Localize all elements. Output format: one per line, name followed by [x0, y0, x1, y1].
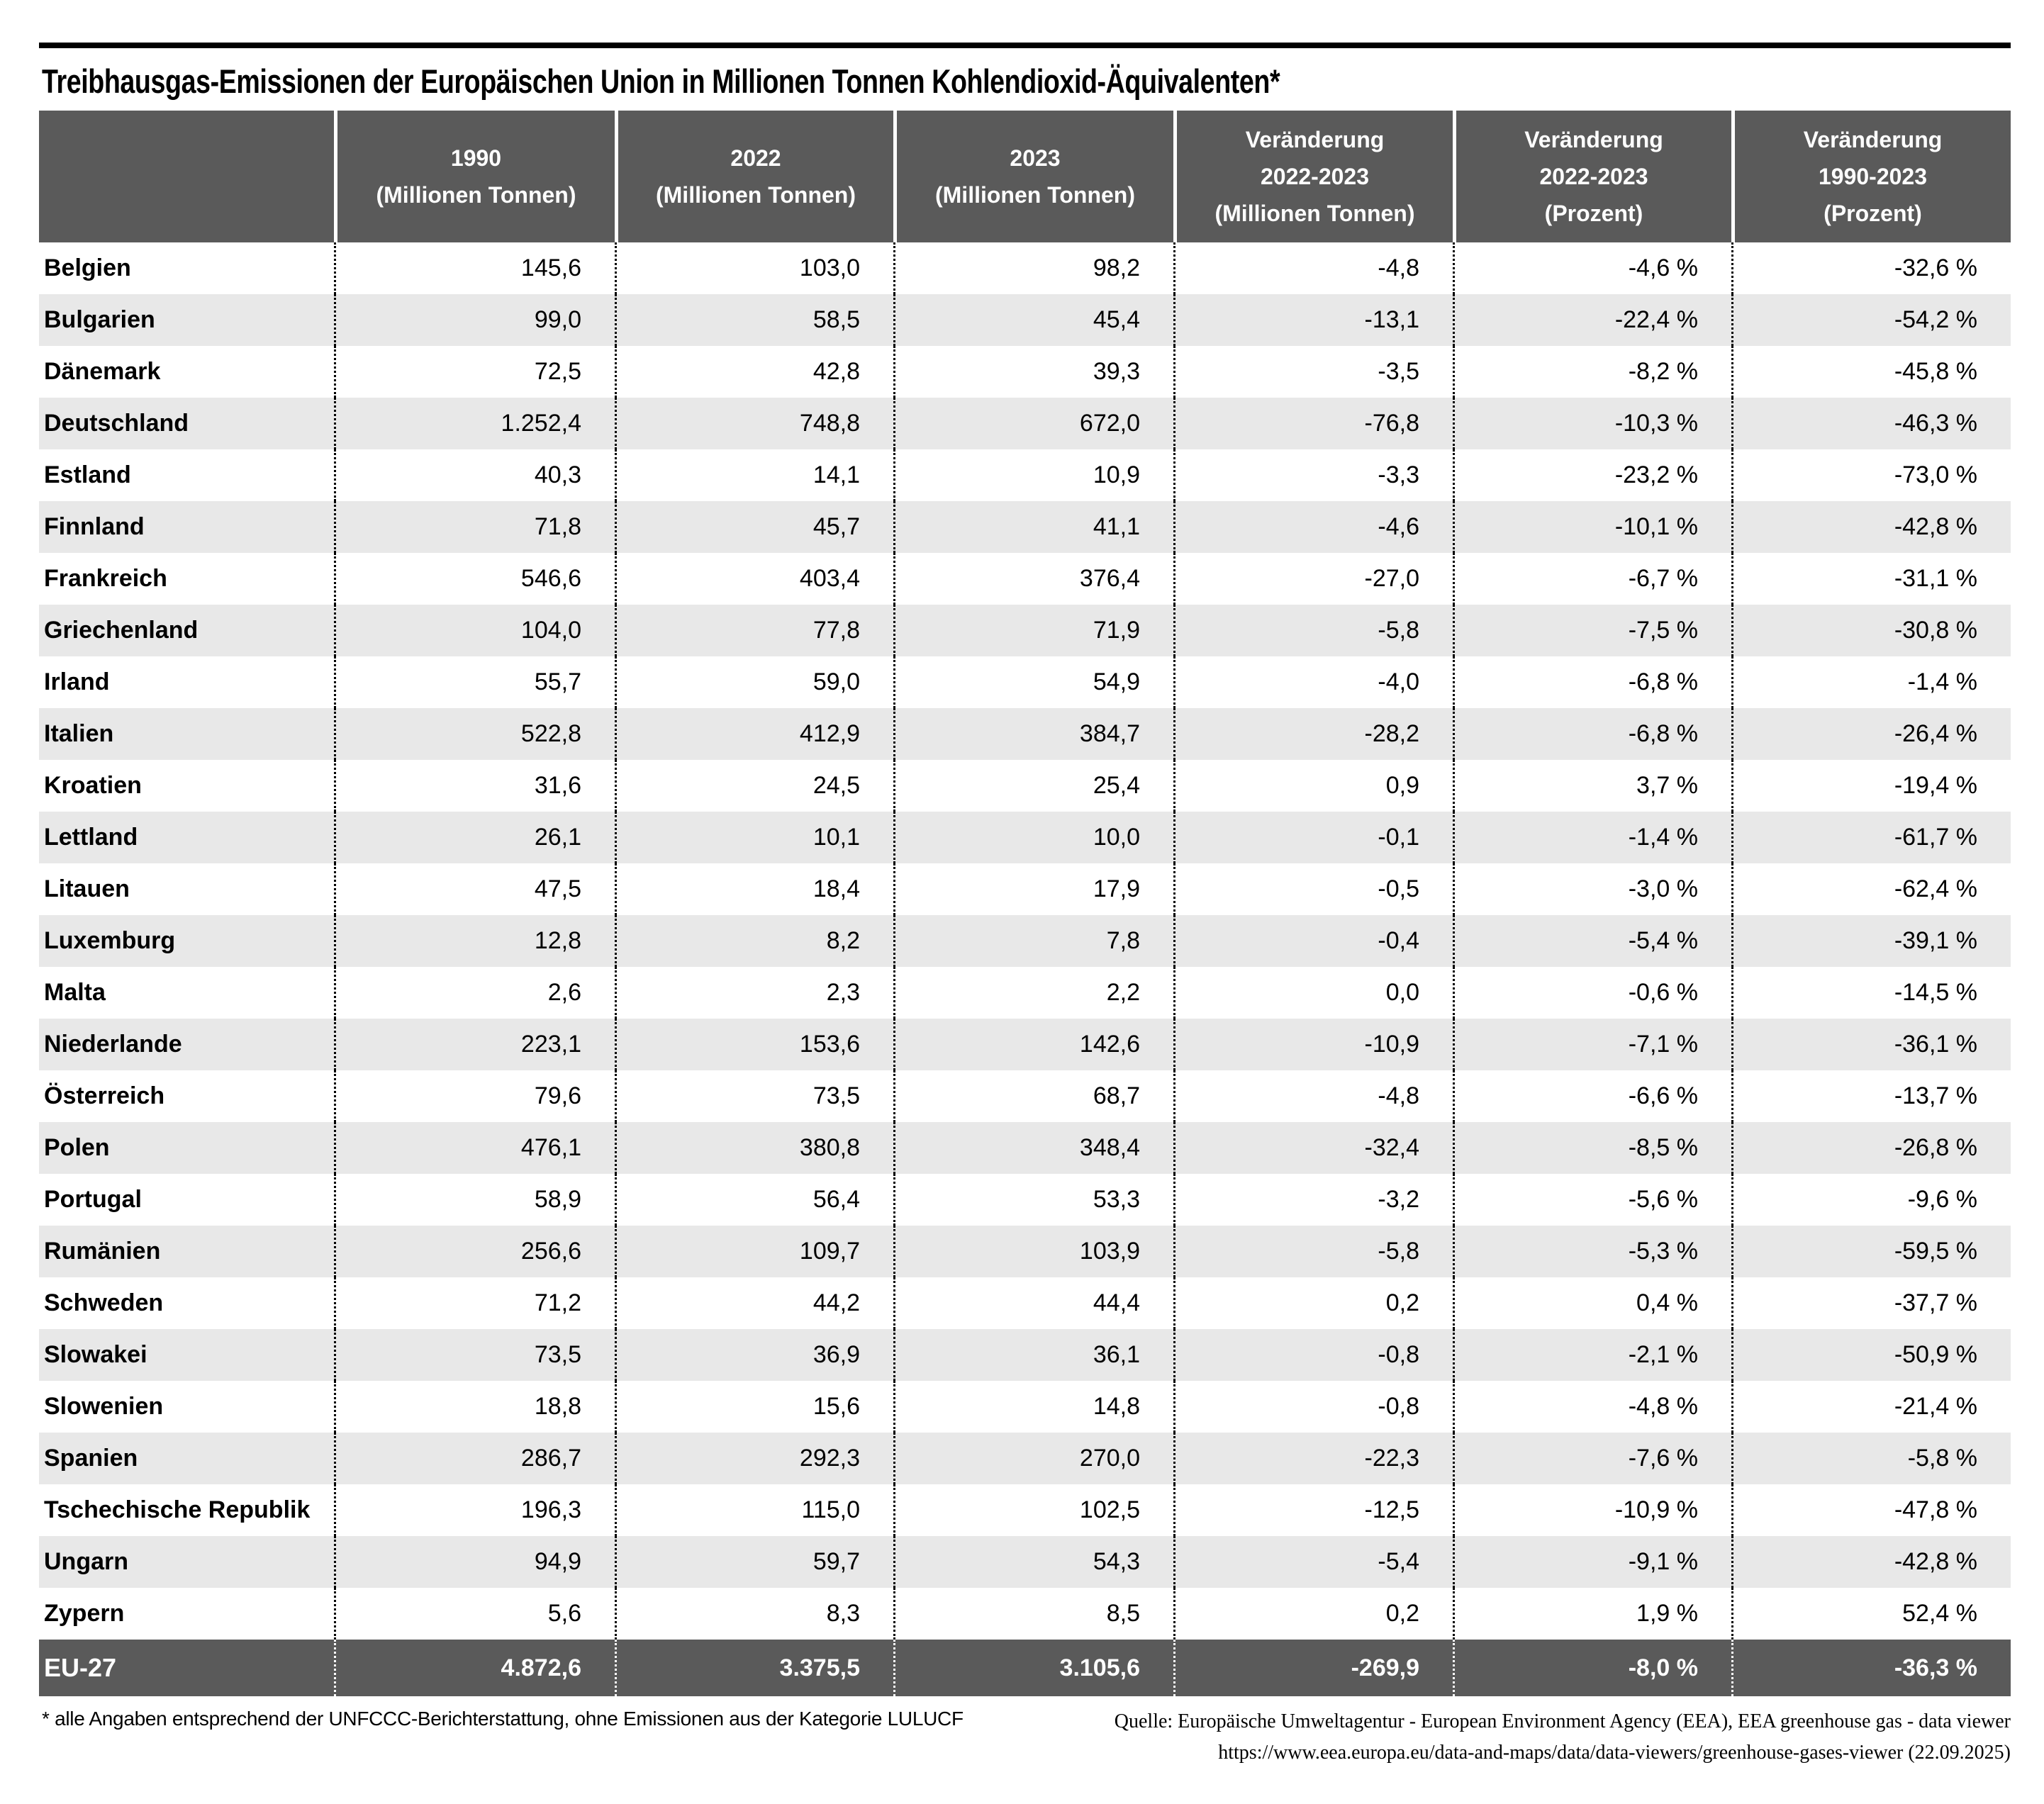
- value-cell-y1990: 145,6: [334, 242, 615, 294]
- value-cell-chg_pct: -5,6 %: [1453, 1174, 1731, 1226]
- value-cell-y1990: 58,9: [334, 1174, 615, 1226]
- value-cell-y2022: 14,1: [615, 449, 893, 501]
- value-cell-chg_1990_pct: -1,4 %: [1731, 656, 2011, 708]
- emissions-table: [39, 111, 2011, 1696]
- value-cell-y2023: 348,4: [893, 1122, 1173, 1174]
- value-cell-chg_pct: -7,6 %: [1453, 1433, 1731, 1484]
- value-cell-chg_1990_pct: -61,7 %: [1731, 812, 2011, 863]
- value-cell-y1990: 286,7: [334, 1433, 615, 1484]
- value-cell-chg_mt: -12,5: [1173, 1484, 1453, 1536]
- value-cell-y2022: 45,7: [615, 501, 893, 553]
- value-cell-chg_mt: -4,6: [1173, 501, 1453, 553]
- table-row: [39, 398, 2011, 449]
- country-cell: Malta: [44, 979, 106, 1006]
- value-cell-chg_mt: 0,0: [1173, 967, 1453, 1019]
- value-cell-y2023: 54,3: [893, 1536, 1173, 1588]
- table-row: [39, 1019, 2011, 1070]
- value-cell-y2023: 103,9: [893, 1226, 1173, 1277]
- table-row: [39, 1433, 2011, 1484]
- footer-value-cell-chg_pct: -8,0 %: [1453, 1640, 1731, 1696]
- value-cell-y1990: 73,5: [334, 1329, 615, 1381]
- value-cell-y2023: 14,8: [893, 1381, 1173, 1433]
- value-cell-chg_pct: -5,3 %: [1453, 1226, 1731, 1277]
- value-cell-chg_1990_pct: 52,4 %: [1731, 1588, 2011, 1640]
- value-cell-chg_pct: 3,7 %: [1453, 760, 1731, 812]
- value-cell-y2023: 10,0: [893, 812, 1173, 863]
- value-cell-y2022: 2,3: [615, 967, 893, 1019]
- value-cell-chg_pct: -1,4 %: [1453, 812, 1731, 863]
- country-cell: Niederlande: [44, 1031, 182, 1058]
- value-cell-chg_1990_pct: -36,1 %: [1731, 1019, 2011, 1070]
- value-cell-chg_1990_pct: -37,7 %: [1731, 1277, 2011, 1329]
- value-cell-y2022: 292,3: [615, 1433, 893, 1484]
- value-cell-y1990: 18,8: [334, 1381, 615, 1433]
- value-cell-y2022: 748,8: [615, 398, 893, 449]
- value-cell-y1990: 40,3: [334, 449, 615, 501]
- header-cell-line: 1990: [450, 145, 502, 171]
- value-cell-chg_mt: -0,8: [1173, 1381, 1453, 1433]
- value-cell-chg_1990_pct: -26,8 %: [1731, 1122, 2011, 1174]
- value-cell-chg_mt: -0,8: [1173, 1329, 1453, 1381]
- header-cell-line: (Millionen Tonnen): [934, 182, 1135, 208]
- value-cell-y2023: 68,7: [893, 1070, 1173, 1122]
- table-row: [39, 1174, 2011, 1226]
- value-cell-chg_1990_pct: -45,8 %: [1731, 346, 2011, 398]
- footnote: * alle Angaben entsprechend der UNFCCC-Berichterstattung, ohne Emissionen aus der Kategorie LULUCF: [42, 1708, 964, 1730]
- value-cell-chg_mt: -3,5: [1173, 346, 1453, 398]
- country-cell: Estland: [44, 461, 131, 488]
- value-cell-y1990: 55,7: [334, 656, 615, 708]
- table-row: [39, 812, 2011, 863]
- value-cell-chg_1990_pct: -42,8 %: [1731, 1536, 2011, 1588]
- header-cell: [615, 111, 893, 242]
- value-cell-y2022: 8,2: [615, 915, 893, 967]
- header-cell-line: Veränderung: [1245, 127, 1385, 152]
- table-row: [39, 553, 2011, 605]
- table-row: [39, 294, 2011, 346]
- value-cell-y2022: 115,0: [615, 1484, 893, 1536]
- footer-value-cell-y2022: 3.375,5: [615, 1640, 893, 1696]
- value-cell-y2022: 44,2: [615, 1277, 893, 1329]
- country-cell: Griechenland: [44, 617, 199, 644]
- header-cell: [893, 111, 1173, 242]
- value-cell-chg_1990_pct: -32,6 %: [1731, 242, 2011, 294]
- bottom-notes: [39, 1706, 2011, 1769]
- value-cell-chg_1990_pct: -39,1 %: [1731, 915, 2011, 967]
- value-cell-y1990: 79,6: [334, 1070, 615, 1122]
- value-cell-chg_1990_pct: -54,2 %: [1731, 294, 2011, 346]
- header-cell-line: 2022-2023: [1539, 164, 1648, 189]
- value-cell-y1990: 522,8: [334, 708, 615, 760]
- table-row: [39, 1536, 2011, 1588]
- value-cell-chg_pct: -10,3 %: [1453, 398, 1731, 449]
- header-cell: [1731, 111, 2011, 242]
- table-row: [39, 1381, 2011, 1433]
- value-cell-chg_pct: -10,9 %: [1453, 1484, 1731, 1536]
- value-cell-y2022: 58,5: [615, 294, 893, 346]
- value-cell-y1990: 196,3: [334, 1484, 615, 1536]
- value-cell-y2023: 25,4: [893, 760, 1173, 812]
- value-cell-y2023: 10,9: [893, 449, 1173, 501]
- table-row: [39, 1588, 2011, 1640]
- country-cell: Schweden: [44, 1289, 164, 1316]
- value-cell-y1990: 72,5: [334, 346, 615, 398]
- value-cell-y2023: 2,2: [893, 967, 1173, 1019]
- value-cell-chg_mt: -0,5: [1173, 863, 1453, 915]
- table-body: [39, 242, 2011, 1640]
- table-row: [39, 863, 2011, 915]
- country-cell: Irland: [44, 668, 110, 695]
- value-cell-y2022: 15,6: [615, 1381, 893, 1433]
- table-row: [39, 967, 2011, 1019]
- header-cell-line: 2022-2023: [1260, 164, 1370, 189]
- header-cell-line: 1990-2023: [1818, 164, 1928, 189]
- country-cell: Belgien: [44, 254, 131, 281]
- value-cell-y1990: 5,6: [334, 1588, 615, 1640]
- table-row: [39, 1329, 2011, 1381]
- value-cell-chg_mt: -5,8: [1173, 605, 1453, 656]
- value-cell-chg_mt: -32,4: [1173, 1122, 1453, 1174]
- country-cell: Portugal: [44, 1186, 142, 1213]
- value-cell-chg_pct: -7,1 %: [1453, 1019, 1731, 1070]
- table-row: [39, 605, 2011, 656]
- value-cell-chg_pct: -0,6 %: [1453, 967, 1731, 1019]
- value-cell-chg_pct: -23,2 %: [1453, 449, 1731, 501]
- value-cell-chg_pct: 1,9 %: [1453, 1588, 1731, 1640]
- value-cell-chg_1990_pct: -14,5 %: [1731, 967, 2011, 1019]
- value-cell-y1990: 71,8: [334, 501, 615, 553]
- table-row: [39, 915, 2011, 967]
- value-cell-y1990: 94,9: [334, 1536, 615, 1588]
- value-cell-y1990: 47,5: [334, 863, 615, 915]
- header-cell-line: (Prozent): [1824, 201, 1922, 226]
- value-cell-y1990: 71,2: [334, 1277, 615, 1329]
- value-cell-y1990: 476,1: [334, 1122, 615, 1174]
- value-cell-y2023: 44,4: [893, 1277, 1173, 1329]
- value-cell-y2022: 109,7: [615, 1226, 893, 1277]
- value-cell-chg_mt: -10,9: [1173, 1019, 1453, 1070]
- value-cell-chg_1990_pct: -9,6 %: [1731, 1174, 2011, 1226]
- value-cell-chg_pct: -6,6 %: [1453, 1070, 1731, 1122]
- value-cell-y1990: 1.252,4: [334, 398, 615, 449]
- value-cell-chg_mt: -4,8: [1173, 1070, 1453, 1122]
- country-cell: Slowenien: [44, 1393, 164, 1420]
- table-row: [39, 1277, 2011, 1329]
- value-cell-y1990: 99,0: [334, 294, 615, 346]
- header-cell-line: (Millionen Tonnen): [655, 182, 856, 208]
- source-line-1: Quelle: Europäische Umweltagentur - European Environment Agency (EEA), EEA greenhouse gas - data viewer: [1114, 1710, 2011, 1732]
- table-row: [39, 1226, 2011, 1277]
- header-cell: [1173, 111, 1453, 242]
- value-cell-y2023: 384,7: [893, 708, 1173, 760]
- top-rule: [39, 43, 2011, 48]
- value-cell-y2022: 36,9: [615, 1329, 893, 1381]
- value-cell-y2022: 56,4: [615, 1174, 893, 1226]
- value-cell-y2022: 10,1: [615, 812, 893, 863]
- value-cell-chg_mt: -22,3: [1173, 1433, 1453, 1484]
- table-row: [39, 1122, 2011, 1174]
- country-cell: Ungarn: [44, 1548, 128, 1575]
- value-cell-chg_mt: -5,8: [1173, 1226, 1453, 1277]
- country-cell: Dänemark: [44, 358, 161, 385]
- value-cell-y2022: 8,3: [615, 1588, 893, 1640]
- table-row: [39, 449, 2011, 501]
- value-cell-y2022: 24,5: [615, 760, 893, 812]
- header-cell-line: Veränderung: [1524, 127, 1663, 152]
- value-cell-y2022: 403,4: [615, 553, 893, 605]
- value-cell-chg_pct: -10,1 %: [1453, 501, 1731, 553]
- country-cell: Litauen: [44, 875, 130, 902]
- value-cell-y2022: 42,8: [615, 346, 893, 398]
- header-cell: [1453, 111, 1731, 242]
- country-cell: Spanien: [44, 1445, 138, 1472]
- value-cell-chg_mt: -13,1: [1173, 294, 1453, 346]
- page-title-text: Treibhausgas-Emissionen der Europäischen Union in Millionen Tonnen Kohlendioxid-Äquivalenten*: [42, 62, 1280, 100]
- value-cell-y2022: 59,0: [615, 656, 893, 708]
- table-row: [39, 346, 2011, 398]
- value-cell-chg_1990_pct: -21,4 %: [1731, 1381, 2011, 1433]
- header-cell-line: (Millionen Tonnen): [376, 182, 576, 208]
- value-cell-chg_mt: -27,0: [1173, 553, 1453, 605]
- country-cell: Kroatien: [44, 772, 142, 799]
- footer-value-cell-y1990: 4.872,6: [334, 1640, 615, 1696]
- value-cell-chg_mt: -3,3: [1173, 449, 1453, 501]
- value-cell-y2022: 73,5: [615, 1070, 893, 1122]
- value-cell-y1990: 2,6: [334, 967, 615, 1019]
- value-cell-chg_mt: -5,4: [1173, 1536, 1453, 1588]
- value-cell-y2023: 672,0: [893, 398, 1173, 449]
- table-row: [39, 1484, 2011, 1536]
- value-cell-chg_mt: 0,2: [1173, 1277, 1453, 1329]
- value-cell-y2023: 53,3: [893, 1174, 1173, 1226]
- value-cell-chg_1990_pct: -5,8 %: [1731, 1433, 2011, 1484]
- value-cell-y2022: 380,8: [615, 1122, 893, 1174]
- value-cell-y2023: 98,2: [893, 242, 1173, 294]
- value-cell-chg_1990_pct: -59,5 %: [1731, 1226, 2011, 1277]
- value-cell-chg_pct: -2,1 %: [1453, 1329, 1731, 1381]
- value-cell-y2023: 54,9: [893, 656, 1173, 708]
- footer-value-cell-y2023: 3.105,6: [893, 1640, 1173, 1696]
- value-cell-y2023: 142,6: [893, 1019, 1173, 1070]
- source-line-2: https://www.eea.europa.eu/data-and-maps/data/data-viewers/greenhouse-gases-viewer (22.09.2025): [1218, 1742, 2011, 1764]
- country-cell: Italien: [44, 720, 114, 747]
- table-row: [39, 501, 2011, 553]
- source: [1115, 1706, 2011, 1769]
- value-cell-chg_1990_pct: -13,7 %: [1731, 1070, 2011, 1122]
- header-cell-line: 2022: [730, 145, 781, 171]
- header-cell-country: [39, 111, 334, 242]
- infographic-page: [39, 43, 2011, 1769]
- value-cell-chg_1990_pct: -73,0 %: [1731, 449, 2011, 501]
- value-cell-chg_pct: -6,7 %: [1453, 553, 1731, 605]
- table-footer-row: [39, 1640, 2011, 1696]
- value-cell-y2022: 77,8: [615, 605, 893, 656]
- value-cell-y2023: 7,8: [893, 915, 1173, 967]
- value-cell-chg_mt: -4,8: [1173, 242, 1453, 294]
- footer-label-cell: EU-27: [44, 1653, 117, 1682]
- value-cell-y1990: 546,6: [334, 553, 615, 605]
- value-cell-y1990: 31,6: [334, 760, 615, 812]
- value-cell-chg_pct: -22,4 %: [1453, 294, 1731, 346]
- country-cell: Tschechische Republik: [44, 1496, 311, 1523]
- table-row: [39, 760, 2011, 812]
- value-cell-y2022: 59,7: [615, 1536, 893, 1588]
- value-cell-y2023: 71,9: [893, 605, 1173, 656]
- value-cell-chg_1990_pct: -46,3 %: [1731, 398, 2011, 449]
- table-header-row: [39, 111, 2011, 242]
- country-cell: Zypern: [44, 1600, 125, 1627]
- value-cell-chg_1990_pct: -47,8 %: [1731, 1484, 2011, 1536]
- value-cell-y1990: 104,0: [334, 605, 615, 656]
- value-cell-chg_1990_pct: -26,4 %: [1731, 708, 2011, 760]
- value-cell-chg_pct: -9,1 %: [1453, 1536, 1731, 1588]
- value-cell-chg_1990_pct: -42,8 %: [1731, 501, 2011, 553]
- value-cell-chg_mt: -3,2: [1173, 1174, 1453, 1226]
- header-cell-line: 2023: [1010, 145, 1061, 171]
- value-cell-chg_mt: -0,1: [1173, 812, 1453, 863]
- country-cell: Österreich: [44, 1082, 165, 1109]
- value-cell-chg_1990_pct: -50,9 %: [1731, 1329, 2011, 1381]
- value-cell-chg_1990_pct: -19,4 %: [1731, 760, 2011, 812]
- value-cell-chg_pct: -4,8 %: [1453, 1381, 1731, 1433]
- country-cell: Lettland: [44, 824, 138, 851]
- country-cell: Luxemburg: [44, 927, 176, 954]
- value-cell-chg_pct: -5,4 %: [1453, 915, 1731, 967]
- value-cell-y2023: 45,4: [893, 294, 1173, 346]
- page-title: [42, 60, 2011, 103]
- value-cell-chg_mt: 0,2: [1173, 1588, 1453, 1640]
- header-cell-line: (Millionen Tonnen): [1214, 201, 1415, 226]
- value-cell-y2022: 103,0: [615, 242, 893, 294]
- value-cell-y2023: 41,1: [893, 501, 1173, 553]
- header-cell-line: (Prozent): [1544, 201, 1643, 226]
- value-cell-chg_mt: -76,8: [1173, 398, 1453, 449]
- value-cell-chg_pct: -6,8 %: [1453, 656, 1731, 708]
- value-cell-y2022: 18,4: [615, 863, 893, 915]
- value-cell-y2023: 102,5: [893, 1484, 1173, 1536]
- value-cell-y2023: 36,1: [893, 1329, 1173, 1381]
- value-cell-y1990: 223,1: [334, 1019, 615, 1070]
- value-cell-y2023: 39,3: [893, 346, 1173, 398]
- value-cell-y2023: 8,5: [893, 1588, 1173, 1640]
- value-cell-chg_pct: -4,6 %: [1453, 242, 1731, 294]
- country-cell: Slowakei: [44, 1341, 147, 1368]
- table-row: [39, 242, 2011, 294]
- country-cell: Bulgarien: [44, 306, 155, 333]
- value-cell-y2023: 376,4: [893, 553, 1173, 605]
- value-cell-chg_mt: 0,9: [1173, 760, 1453, 812]
- value-cell-y2022: 153,6: [615, 1019, 893, 1070]
- country-cell: Polen: [44, 1134, 110, 1161]
- table-row: [39, 1070, 2011, 1122]
- country-cell: Finnland: [44, 513, 145, 540]
- value-cell-chg_pct: -8,5 %: [1453, 1122, 1731, 1174]
- value-cell-y1990: 256,6: [334, 1226, 615, 1277]
- value-cell-chg_mt: -28,2: [1173, 708, 1453, 760]
- value-cell-chg_pct: -8,2 %: [1453, 346, 1731, 398]
- value-cell-chg_mt: -4,0: [1173, 656, 1453, 708]
- value-cell-y2023: 270,0: [893, 1433, 1173, 1484]
- header-cell-line: Veränderung: [1803, 127, 1943, 152]
- value-cell-y1990: 26,1: [334, 812, 615, 863]
- value-cell-chg_pct: -6,8 %: [1453, 708, 1731, 760]
- header-cell: [334, 111, 615, 242]
- country-cell: Frankreich: [44, 565, 167, 592]
- value-cell-chg_pct: -7,5 %: [1453, 605, 1731, 656]
- value-cell-y2023: 17,9: [893, 863, 1173, 915]
- table-row: [39, 656, 2011, 708]
- footer-value-cell-chg_mt: -269,9: [1173, 1640, 1453, 1696]
- value-cell-chg_pct: -3,0 %: [1453, 863, 1731, 915]
- country-cell: Rumänien: [44, 1238, 161, 1265]
- value-cell-y2022: 412,9: [615, 708, 893, 760]
- value-cell-chg_1990_pct: -62,4 %: [1731, 863, 2011, 915]
- value-cell-chg_1990_pct: -30,8 %: [1731, 605, 2011, 656]
- footer-value-cell-chg_1990_pct: -36,3 %: [1731, 1640, 2011, 1696]
- value-cell-chg_1990_pct: -31,1 %: [1731, 553, 2011, 605]
- value-cell-y1990: 12,8: [334, 915, 615, 967]
- value-cell-chg_pct: 0,4 %: [1453, 1277, 1731, 1329]
- table-row: [39, 708, 2011, 760]
- country-cell: Deutschland: [44, 410, 189, 437]
- value-cell-chg_mt: -0,4: [1173, 915, 1453, 967]
